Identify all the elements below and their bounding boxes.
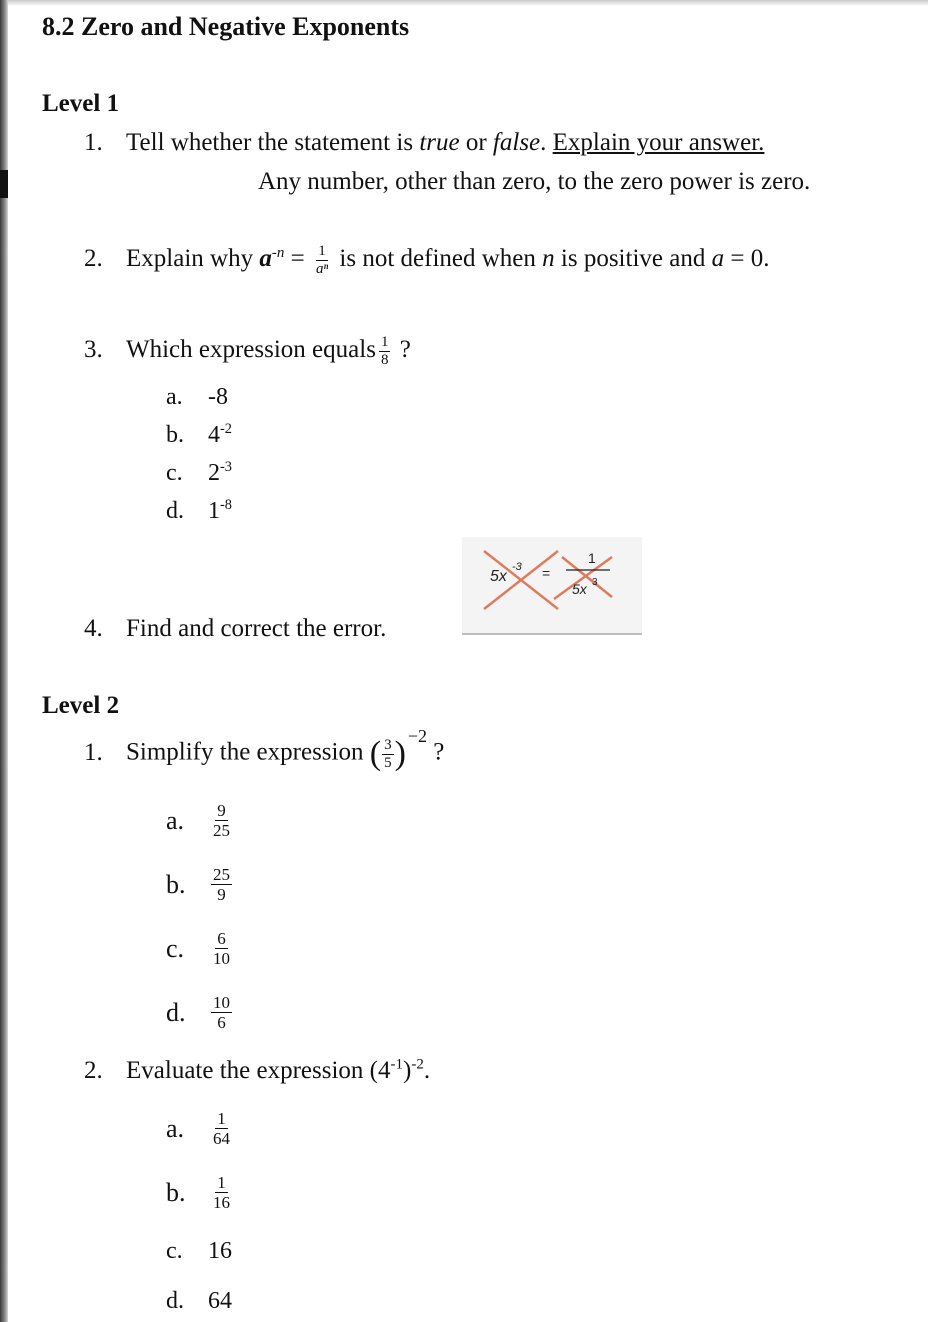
q3-option-b[interactable] [166, 422, 232, 449]
option-num: 1 [217, 1109, 226, 1128]
left-paren-icon: ( [369, 735, 382, 772]
option-letter: a. [166, 805, 185, 835]
l2q2-option-d[interactable] [166, 1288, 232, 1315]
option-exponent: -2 [220, 421, 232, 437]
error-right-exp: 3 [592, 577, 598, 588]
q4-text: Find and correct the error. [126, 615, 387, 642]
option-exponent: -8 [220, 497, 232, 513]
l2q2-option-b[interactable] [166, 1174, 235, 1211]
level1-q1-statement: Any number, other than zero, to the zero power is zero. [258, 168, 811, 195]
q2-text-b: is not defined when [333, 245, 543, 273]
option-letter: a. [166, 1113, 185, 1143]
option-fraction [211, 1174, 232, 1211]
q2-frac-num: 1 [318, 243, 326, 259]
option-letter: d. [166, 997, 186, 1027]
q1-true: true [419, 129, 460, 156]
q2-text-d: = 0. [724, 245, 770, 273]
q2-exponent: -n [271, 244, 285, 261]
option-letter: d. [166, 1288, 184, 1314]
q1-false: false [492, 129, 541, 156]
q3-option-d[interactable] [166, 498, 232, 525]
option-letter: c. [166, 1238, 183, 1264]
l2q1-exponent: −2 [407, 725, 428, 746]
option-fraction [211, 802, 232, 839]
level2-question-2 [84, 1057, 430, 1085]
option-num: 25 [213, 865, 230, 884]
q3-fraction [379, 335, 391, 368]
l2q1-option-b[interactable] [166, 866, 235, 903]
q1-text-or: or [459, 129, 493, 156]
l2q1-frac-num: 3 [384, 736, 392, 753]
page-top-shadow [8, 0, 928, 6]
option-num: 10 [213, 993, 230, 1012]
option-value: 64 [208, 1288, 232, 1314]
level1-question-4 [84, 615, 386, 643]
level-1-heading: Level 1 [42, 90, 120, 117]
level-2-heading: Level 2 [42, 692, 120, 719]
q3-frac-num: 1 [380, 334, 389, 350]
l2q2-inner-exp: -1 [390, 1056, 403, 1073]
q3-option-c[interactable] [166, 460, 232, 487]
level2-question-1 [84, 725, 445, 772]
error-right-den: 5x [572, 581, 587, 597]
l2q2-text: Evaluate the expression (4 [126, 1057, 391, 1084]
q3-question-mark: ? [393, 336, 411, 364]
option-den: 9 [217, 885, 226, 904]
option-fraction [211, 1110, 232, 1147]
l2q2-outer-exp: -2 [411, 1056, 424, 1073]
q2-text-c: is positive and [554, 245, 712, 273]
page-title: 8.2 Zero and Negative Exponents [42, 12, 410, 41]
l2q1-question-mark: ? [433, 738, 445, 766]
q2-var-n: n [542, 245, 555, 273]
l2q1-fraction [382, 738, 394, 771]
option-value: -8 [208, 384, 228, 410]
q1-text-a: Tell whether the statement is [126, 129, 420, 156]
option-den: 64 [213, 1129, 230, 1148]
edge-notch [0, 170, 8, 198]
option-den: 25 [213, 821, 230, 840]
question-number: 2. [84, 245, 103, 273]
question-number: 1. [84, 738, 103, 766]
l2q1-option-a[interactable] [166, 802, 235, 839]
l2q1-text: Simplify the expression [126, 738, 364, 766]
l2q2-option-a[interactable] [166, 1110, 235, 1147]
l2q2-close: ) [403, 1057, 412, 1084]
option-num: 6 [217, 929, 226, 948]
l2q1-option-c[interactable] [166, 930, 235, 967]
option-num: 1 [217, 1173, 226, 1192]
question-number: 1. [84, 129, 103, 156]
error-work-image [462, 537, 642, 635]
option-den: 16 [213, 1193, 230, 1212]
option-letter: d. [166, 498, 184, 524]
error-work-drawing [462, 537, 642, 633]
option-letter: a. [166, 384, 183, 410]
right-paren-icon: ) [394, 735, 406, 772]
option-letter: c. [166, 460, 183, 486]
level1-question-2 [84, 244, 769, 277]
q3-option-a[interactable] [166, 384, 228, 411]
q2-var-a: a [711, 245, 725, 273]
q1-text-dot: . [540, 129, 553, 156]
question-number: 2. [84, 1057, 103, 1084]
error-left-term: 5x [490, 568, 507, 585]
page-left-edge [0, 0, 8, 1322]
question-number: 3. [84, 336, 103, 364]
level1-question-1 [84, 129, 764, 157]
option-letter: b. [166, 869, 186, 899]
q2-text-a: Explain why [126, 245, 260, 273]
option-base: 4 [208, 422, 220, 448]
option-den: 10 [213, 949, 230, 968]
option-num: 9 [217, 801, 226, 820]
option-exponent: -3 [220, 459, 232, 475]
option-base: 1 [208, 498, 220, 524]
option-base: 2 [208, 460, 220, 486]
error-left-exp: -3 [512, 561, 522, 573]
l2q1-frac-den: 5 [384, 754, 392, 771]
option-fraction [211, 994, 232, 1031]
error-equals: = [542, 565, 551, 581]
option-fraction [211, 866, 232, 903]
l2q2-option-c[interactable] [166, 1238, 232, 1265]
level1-question-3 [84, 335, 411, 368]
q2-fraction [314, 244, 330, 277]
q2-base: a [259, 245, 272, 273]
q2-frac-den: aⁿ [315, 261, 329, 277]
error-right-num: 1 [588, 550, 596, 566]
q3-text: Which expression equals [126, 336, 376, 364]
option-value: 16 [208, 1238, 232, 1264]
option-den: 6 [217, 1013, 226, 1032]
question-number: 4. [84, 615, 103, 642]
q3-frac-den: 8 [380, 352, 389, 368]
q2-equals: = [284, 245, 311, 273]
option-letter: b. [166, 1177, 186, 1207]
option-letter: c. [166, 933, 185, 963]
option-letter: b. [166, 422, 184, 448]
l2q2-end: . [423, 1057, 431, 1084]
l2q1-option-d[interactable] [166, 994, 235, 1031]
option-fraction [211, 930, 232, 967]
q1-explain-underlined: Explain your answer. [552, 129, 765, 156]
